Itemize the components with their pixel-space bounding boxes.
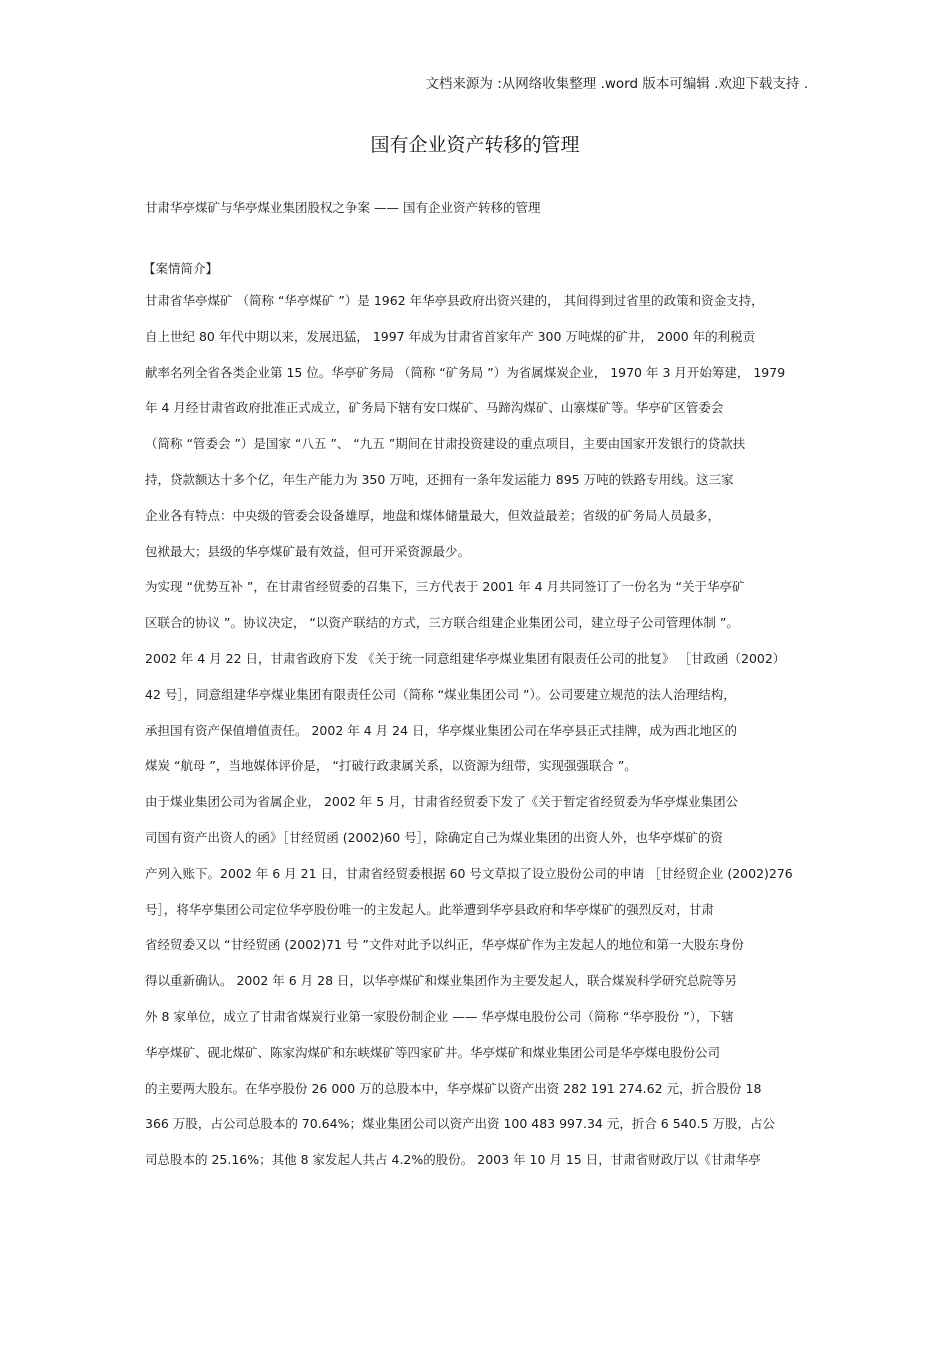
section-heading: 【案情简介】 bbox=[143, 261, 219, 276]
body-line: 42 号］，同意组建华亭煤业集团有限责任公司（简称 “煤业集团公司 ”）。公司要建立规范的法人治理结构， bbox=[145, 686, 736, 702]
body-line: 年 4 月经甘肃省政府批准正式成立，矿务局下辖有安口煤矿、马蹄沟煤矿、山寨煤矿等。华亭矿区管委会 bbox=[145, 400, 724, 416]
body-line: 得以重新确认。 2002 年 6 月 28 日，以华亭煤矿和煤业集团作为主要发起人，联合煤炭科学研究总院等另 bbox=[145, 973, 738, 989]
body-line: 自上世纪 80 年代中期以来，发展迅猛， 1997 年成为甘肃省首家年产 300 万吨煤的矿井， 2000 年的利税贡 bbox=[145, 328, 756, 344]
document-title: 国有企业资产转移的管理 bbox=[370, 134, 580, 156]
body-text bbox=[145, 291, 815, 1186]
document-subtitle: 甘肃华亭煤矿与华亭煤业集团股权之争案 —— 国有企业资产转移的管理 bbox=[145, 200, 541, 215]
body-line: 司国有资产出资人的函》［甘经贸函 (2002)60 号］，除确定自己为煤业集团的出资人外，也华亭煤矿的资 bbox=[145, 829, 723, 845]
body-line: 由于煤业集团公司为省属企业， 2002 年 5 月，甘肃省经贸委下发了《关于暂定省经贸委为华亭煤业集团公 bbox=[145, 794, 739, 810]
body-line: 企业各有特点：中央级的管委会设备雄厚，地盘和煤体储量最大，但效益最差；省级的矿务局人员最多， bbox=[145, 507, 721, 523]
body-line: 产列入账下。2002 年 6 月 21 日，甘肃省经贸委根据 60 号文草拟了设立股份公司的申请 ［甘经贸企业 (2002)276 bbox=[145, 865, 793, 881]
body-line: 外 8 家单位，成立了甘肃省煤炭行业第一家股份制企业 —— 华亭煤电股份公司（简称 “华亭股份 ”），下辖 bbox=[145, 1008, 734, 1024]
body-line: 献率名列全省各类企业第 15 位。华亭矿务局 （简称 “矿务局 ”）为省属煤炭企业， 1970 年 3 月开始筹建， 1979 bbox=[145, 364, 786, 380]
body-line: 包袱最大；县级的华亭煤矿最有效益，但可开采资源最少。 bbox=[145, 543, 471, 559]
body-line: 号］，将华亭集团公司定位华亭股份唯一的主发起人。此举遭到华亭县政府和华亭煤矿的强烈反对，甘肃 bbox=[145, 901, 714, 917]
body-line: 华亭煤矿、砚北煤矿、陈家沟煤矿和东峡煤矿等四家矿井。华亭煤矿和煤业集团公司是华亭煤电股份公司 bbox=[145, 1044, 721, 1060]
body-line: 366 万股，占公司总股本的 70.64%；煤业集团公司以资产出资 100 483 997.34 元，折合 6 540.5 万股，占公 bbox=[145, 1116, 775, 1132]
body-line: 煤炭 “航母 ”，当地媒体评价是， “打破行政隶属关系，以资源为纽带，实现强强联合 ”。 bbox=[145, 758, 637, 774]
body-line: 2002 年 4 月 22 日，甘肃省政府下发 《关于统一同意组建华亭煤业集团有限责任公司的批复》 ［甘政函（2002） bbox=[145, 650, 786, 666]
body-line: 省经贸委又以 “甘经贸函 (2002)71 号 ”文件对此予以纠正，华亭煤矿作为主发起人的地位和第一大股东身份 bbox=[145, 937, 744, 953]
body-line: 的主要两大股东。在华亭股份 26 000 万的总股本中，华亭煤矿以资产出资 282 191 274.62 元，折合股份 18 bbox=[145, 1080, 762, 1096]
body-line: 区联合的协议 ”。协议决定， “以资产联结的方式，三方联合组建企业集团公司，建立母子公司管理体制 ”。 bbox=[145, 615, 739, 631]
source-note-header: 文档来源为 :从网络收集整理 .word 版本可编辑 .欢迎下载支持 . bbox=[425, 76, 808, 92]
body-line: （简称 “管委会 ”）是国家 “八五 ”、 “九五 ”期间在甘肃投资建设的重点项目，主要由国家开发银行的贷款扶 bbox=[145, 436, 746, 452]
body-line: 司总股本的 25.16%；其他 8 家发起人共占 4.2%的股份。 2003 年 10 月 15 日，甘肃省财政厅以《甘肃华亭 bbox=[145, 1152, 761, 1168]
body-line: 为实现 “优势互补 ”，在甘肃省经贸委的召集下，三方代表于 2001 年 4 月共同签订了一份名为 “关于华亭矿 bbox=[145, 579, 745, 595]
body-line: 持，贷款额达十多个亿，年生产能力为 350 万吨，还拥有一条年发运能力 895 万吨的铁路专用线。这三家 bbox=[145, 471, 734, 487]
body-line: 甘肃省华亭煤矿 （简称 “华亭煤矿 ”）是 1962 年华亭县政府出资兴建的， 其间得到过省里的政策和资金支持， bbox=[145, 293, 764, 308]
body-line: 承担国有资产保值增值责任。 2002 年 4 月 24 日，华亭煤业集团公司在华亭县正式挂牌，成为西北地区的 bbox=[145, 722, 738, 738]
